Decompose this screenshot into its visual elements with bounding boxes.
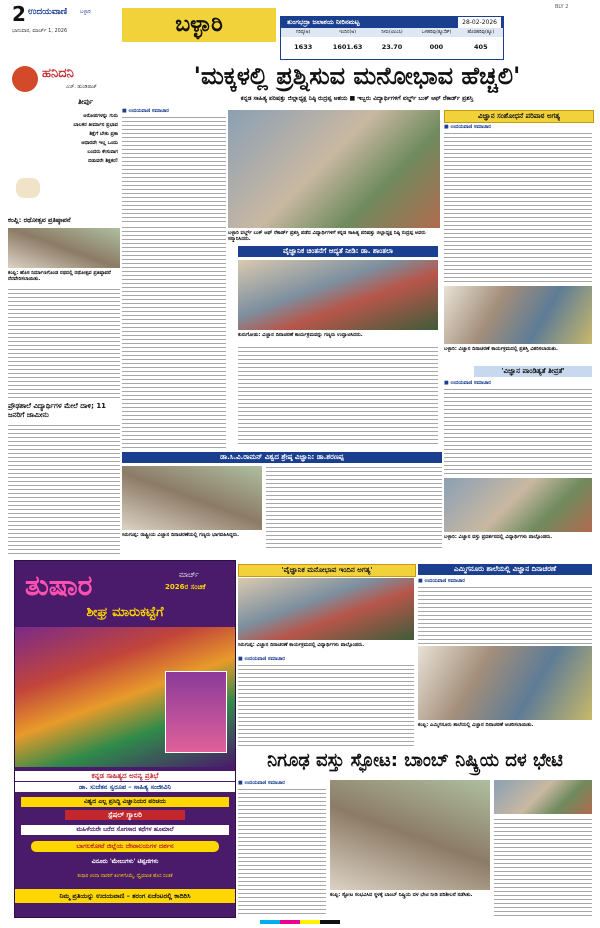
- date-line: ಭಾನುವಾರ, ಮಾರ್ಚ್ 1, 2026: [12, 28, 68, 34]
- pamapu-photo: [444, 478, 592, 532]
- pamapu-byline: ■ ಉದಯವಾಣಿ ಸಮಾಚಾರ: [444, 380, 491, 386]
- city-title: ಬಳ್ಳಾರಿ: [175, 12, 223, 37]
- dam-value-cell: 1601.63: [332, 43, 363, 51]
- pamapu-body: [444, 388, 592, 476]
- hani-title: ಹನಿದನಿ: [42, 66, 74, 81]
- main-body-2: [122, 226, 226, 450]
- rathotsava-photo: [8, 228, 120, 268]
- science-day-photo: [444, 286, 592, 344]
- ad-note: ತುಷಾರ ಚಂದಾ ದಾರರಿಗೆ ತಿಂಗಳಿಗೊಮ್ಮೆ, ದ್ವೈಮಾಸಿಕ ಹೊಸ ಸಂಚಿಕೆ: [77, 874, 173, 879]
- ad-tagline: ಶೀಘ್ರ ಮಾರುಕಟ್ಟೆಗೆ: [86, 605, 164, 620]
- main-body-1: [122, 116, 226, 224]
- edition-code: BLY 2: [555, 4, 569, 10]
- ad-footer: ನಿಮ್ಮ ಪ್ರತಿಯನ್ನು ಉದಯವಾಣಿ – ತರಂಗ ಏಜೆಂಟರಲ್ಲಿ ಕಾದಿರಿಸಿ: [15, 889, 235, 903]
- raman-headline: ಡಾ.ಸಿ.ವಿ.ರಾಮನ್ ವಿಶ್ವದ ಶ್ರೇಷ್ಠ ವಿಜ್ಞಾನಿ: ಡಾ.ಶರಣಪ್ಪ: [122, 452, 442, 463]
- dam-title: [281, 17, 503, 28]
- ad-month: ಮಾರ್ಚ್: [179, 571, 199, 579]
- attack-body: [8, 424, 120, 554]
- needs-headline: 'ವೈಜ್ಞಾನಿಕ ಮನೋಭಾವ ಇಂದಿನ ಅಗತ್ಯ': [238, 564, 416, 577]
- raman-caption: ಸಿರುಗುಪ್ಪ: ರಾಷ್ಟ್ರೀಯ ವಿಜ್ಞಾನ ದಿನಾಚರಣೆಯಲ್ಲಿ ಗಣ್ಯರು ಭಾಗವಹಿಸಿದ್ದರು.: [122, 532, 240, 538]
- rathotsava-caption: ಕಂಪ್ಲಿ: ಹೊಸ ನಿರ್ಮಾಣಗೊಂಡ ರಥದಲ್ಲಿ ರಥೋತ್ಸವ ಪ್ರತಿಷ್ಠಾಪನೆ ನೆರವೇರಿಸಲಾಯಿತು.: [8, 270, 111, 282]
- blast-inset-photo: [494, 780, 592, 814]
- science-headline: ವಿಜ್ಞಾನ ಸಂಶೋಧನೆ ಪರಿಪಾಠ ಅಗತ್ಯ: [444, 110, 594, 123]
- emmiganur-headline: ಎಮ್ಮಿಗನೂರು ಶಾಲೆಯಲ್ಲಿ ವಿಜ್ಞಾನ ದಿನಾಚರಣೆ: [418, 564, 592, 575]
- main-subhead: ಕನ್ನಡ ಸಾಹಿತ್ಯ ಪರಿಷತ್ತು ಜಿಲ್ಲಾಧ್ಯಕ್ಷ ನಿಷ್ಠಿ ರುದ್ರಪ್ಪ ಆಶಯ ■ ಇಬ್ಬರು ವಿದ್ಯಾರ್ಥಿಗಳಿಗೆ ವರ್ಲ್ಡ್ ಬುಕ್ ಆಫ್ ರೆಕಾರ್ಡ್ ಪ್ರಶಸ್ತಿ: [240, 95, 474, 102]
- poem-line: ಬಂದರು ಕೇಸುವಾಗ: [87, 149, 118, 155]
- awareness-caption: ಕುರುಗೋಡು: ವಿಜ್ಞಾನ ದಿನಾಚರಣೆ ಕಾರ್ಯಕ್ರಮವನ್ನು ಗಣ್ಯರು ಉದ್ಘಾಟಿಸಿದರು.: [238, 332, 363, 338]
- dam-header-cell: ಒಳಹರಿವು(ಕ್ಯೂಸೆಕ್): [421, 30, 452, 35]
- poem-line: ಬಾಲಕರ ತೀರ್ಮಾನ ಪ್ರಭಾವ: [73, 122, 118, 128]
- columnist-avatar: [12, 66, 38, 92]
- ad-magazine-cover: [165, 671, 227, 753]
- ad-issue: 2026ರ ಸಂಚಿಕೆ: [165, 583, 206, 591]
- raman-photo: [122, 466, 262, 530]
- dam-level-table: [280, 16, 504, 60]
- city-banner: [122, 8, 276, 42]
- pamapu-caption: ಬಳ್ಳಾರಿ: ವಿಜ್ಞಾನ ವಸ್ತು ಪ್ರದರ್ಶನದಲ್ಲಿ ವಿದ್ಯಾರ್ಥಿಗಳು ಪಾಲ್ಗೊಂಡರು.: [444, 534, 553, 540]
- ad-line-1: ಕನ್ನಡ ಸಾಹಿತ್ಯದ ಅನನ್ಯ ಪ್ರತಿಭೆ: [15, 771, 235, 781]
- blast-caption: ಕಂಪ್ಲಿ: ಸ್ಫೋಟ ಸಂಭವಿಸಿದ ಸ್ಥಳಕ್ಕೆ ಬಾಂಬ್ ನಿಷ್ಕ್ರಿಯ ದಳ ಭೇಟಿ ನೀಡಿ ಪರಿಶೀಲನೆ ನಡೆಸಿತು.: [330, 892, 473, 898]
- attack-headline: ಪ್ರೌಢಶಾಲೆ ವಿದ್ಯಾರ್ಥಿಗಳ ಮೇಲೆ ದಾಳಿ; 11 ಜನರಿಗೆ ಜಾಮೀನು: [8, 402, 107, 419]
- ad-line-7: ವಿನೂರು 'ಮೇಲುಗಳು' ಟಿಪ್ಪಣಿಗಳು: [91, 858, 159, 865]
- needs-photo: [238, 578, 414, 640]
- needs-caption: ಸಿರುಗುಪ್ಪ: ವಿಜ್ಞಾನ ದಿನಾಚರಣೆ ಕಾರ್ಯಕ್ರಮದಲ್ಲಿ ವಿದ್ಯಾರ್ಥಿಗಳು ಪಾಲ್ಗೊಂಡರು.: [238, 642, 365, 648]
- brand-name: ಉದಯವಾಣಿ: [28, 7, 68, 17]
- poem-line: ಬಿಡುವರೇ ಶಿಕ್ಷಕರ!: [88, 158, 118, 164]
- hani-dani-column: [8, 62, 120, 212]
- ad-line-4: ಸ್ಪೆಷಲ್ ಗ್ಯಾಲರಿ: [65, 810, 185, 820]
- emmiganur-byline: ■ ಉದಯವಾಣಿ ಸಮಾಚಾರ: [418, 578, 465, 584]
- poem-line: ಆಧಾರವೇ ಇಲ್ಲ ಒಂದು: [81, 140, 118, 146]
- main-headline: 'ಮಕ್ಕಳಲ್ಲಿ ಪ್ರಶ್ನಿಸುವ ಮನೋಭಾವ ಹೆಚ್ಚಲಿ': [193, 62, 521, 90]
- dam-value-cell: 1633: [294, 43, 313, 51]
- emmiganur-photo: [418, 646, 592, 720]
- blast-byline: ■ ಉದಯವಾಣಿ ಸಮಾಚಾರ: [238, 780, 285, 786]
- rathotsava-body: [8, 288, 120, 400]
- poem-body: [28, 112, 118, 166]
- blast-body-2: [494, 818, 592, 916]
- dam-date: 28-02-2026: [458, 17, 501, 28]
- ad-line-6: ಬಾಗಲಕೋಟೆ ಜಿಲ್ಲೆಯ ದೇವಾಲಯಗಳ ದರ್ಶನ: [31, 841, 219, 852]
- poem-line: ಶಿಕ್ಷೆಗೆ ಬೇಕು ಪ್ರಕಾ: [89, 131, 118, 137]
- main-photo: [228, 110, 440, 228]
- science-day-caption: ಬಳ್ಳಾರಿ: ವಿಜ್ಞಾನ ದಿನಾಚರಣೆ ಕಾರ್ಯಕ್ರಮದಲ್ಲಿ ಪ್ರಶಸ್ತಿ ವಿತರಿಸಲಾಯಿತು.: [444, 346, 558, 352]
- needs-body: [238, 664, 414, 746]
- pamapu-headline: 'ವಿಜ್ಞಾನ ಪಾಂಡಿತ್ಯತೆ ತೀವ್ರತೆ': [474, 366, 592, 377]
- dam-header-cell: ಗರಿಷ್ಠ(ಅ): [296, 30, 311, 35]
- page-number: 2: [12, 2, 26, 26]
- awareness-body: [238, 346, 438, 446]
- dam-header-cell: ನೀರು(ಟಿಎಂಸಿ): [381, 30, 403, 35]
- ad-brand: ತುಷಾರ: [25, 569, 93, 602]
- dam-value-row: [281, 37, 503, 57]
- science-body: [444, 132, 592, 284]
- brand-sub: ಬಳ್ಳಾರಿ: [80, 9, 91, 15]
- science-byline: ■ ಉದಯವಾಣಿ ಸಮಾಚಾರ: [444, 124, 491, 130]
- dam-header-row: [281, 28, 503, 37]
- masthead-left: [8, 4, 120, 40]
- blast-body-1: [238, 788, 326, 916]
- ad-line-2: ಡಾ. ಸುಜೆತನ ಸ್ವರೂಪ – ಸಾಹಿತ್ಯ ಸಂಜೀವಿನಿ: [15, 782, 235, 792]
- print-registration-marks: [260, 920, 340, 924]
- dam-value-cell: 23.70: [381, 43, 403, 51]
- needs-byline: ■ ಉದಯವಾಣಿ ಸಮಾಚಾರ: [238, 656, 285, 662]
- dam-value-cell: 000: [429, 43, 444, 51]
- rathotsava-headline: ಕಂಪ್ಲಿ: ರಥೋತ್ಸವ ಪ್ರತಿಷ್ಠಾಪನೆ: [8, 216, 71, 224]
- poem-title: ತೀರ್ಪು: [78, 98, 94, 106]
- cartoon-illustration: [16, 178, 40, 198]
- awareness-photo: [238, 260, 438, 330]
- dam-header-cell: ಹೊರಹರಿವು(ಕ್ಯೂ): [467, 30, 495, 35]
- emmiganur-body: [418, 586, 592, 644]
- awareness-headline: ವೈಜ್ಞಾನಿಕ ಚಿಂತನೆಗೆ ಆದ್ಯತೆ ನೀಡಿ: ಡಾ. ಶಾಂತಲಾ: [238, 246, 438, 257]
- main-photo-caption: ಬಳ್ಳಾರಿ ವರ್ಲ್ಡ್ ಬುಕ್ ಆಫ್ ರೆಕಾರ್ಡ್ ಪ್ರಶಸ್ತಿ ಪಡೆದ ವಿದ್ಯಾರ್ಥಿಗಳಿಗೆ ಕನ್ನಡ ಸಾಹಿತ್ಯ ಪರಿಷತ್ತು ಜಿಲ್ಲಾಧ್ಯಕ್ಷ ನಿಷ್ಠಿ ರುದ್ರಪ್ಪ ಅವರು ಸನ್ಮಾನಿಸಿದರು.: [228, 230, 426, 242]
- raman-body: [266, 466, 442, 550]
- ad-line-3: ವಿಶ್ವದ ಎಲ್ಲ ಪ್ರಸಿದ್ಧಿ ವಿಜ್ಞಾನಿಯರ ಪರಿಚಯ: [21, 797, 229, 807]
- dam-value-cell: 405: [474, 43, 488, 51]
- dam-header-cell: ಇಂದಿನ(ಅ): [339, 30, 357, 35]
- dam-title-text: ತುಂಗಭದ್ರಾ ಜಲಾಶಯ ನೀರಿನಮಟ್ಟ: [287, 18, 360, 26]
- poem-line: ಆರೋಪಗಳನ್ನು ಗುರು: [83, 113, 118, 119]
- main-byline: ■ ಉದಯವಾಣಿ ಸಮಾಚಾರ: [122, 108, 169, 114]
- blast-photo: [330, 780, 490, 890]
- tushara-ad[interactable]: [14, 560, 236, 918]
- emmiganur-caption: ಕಂಪ್ಲಿ: ಎಮ್ಮಿಗನೂರು ಶಾಲೆಯಲ್ಲಿ ವಿಜ್ಞಾನ ದಿನಾಚರಣೆ ಆಚರಿಸಲಾಯಿತು.: [418, 722, 534, 728]
- ad-line-5: ಮಹಿಳೆಯರೇ ಬರೆದ ಸೊಗಸಾದ ಕಥೆಗಳ ಹೂಮಾಲೆ: [21, 825, 229, 835]
- blast-headline: ನಿಗೂಢ ವಸ್ತು ಸ್ಫೋಟ: ಬಾಂಬ್ ನಿಷ್ಕ್ರಿಯ ದಳ ಭೇಟಿ: [267, 750, 563, 771]
- hani-author: ಎಚ್. ಡುಂಡಿರಾಜ್: [66, 84, 97, 90]
